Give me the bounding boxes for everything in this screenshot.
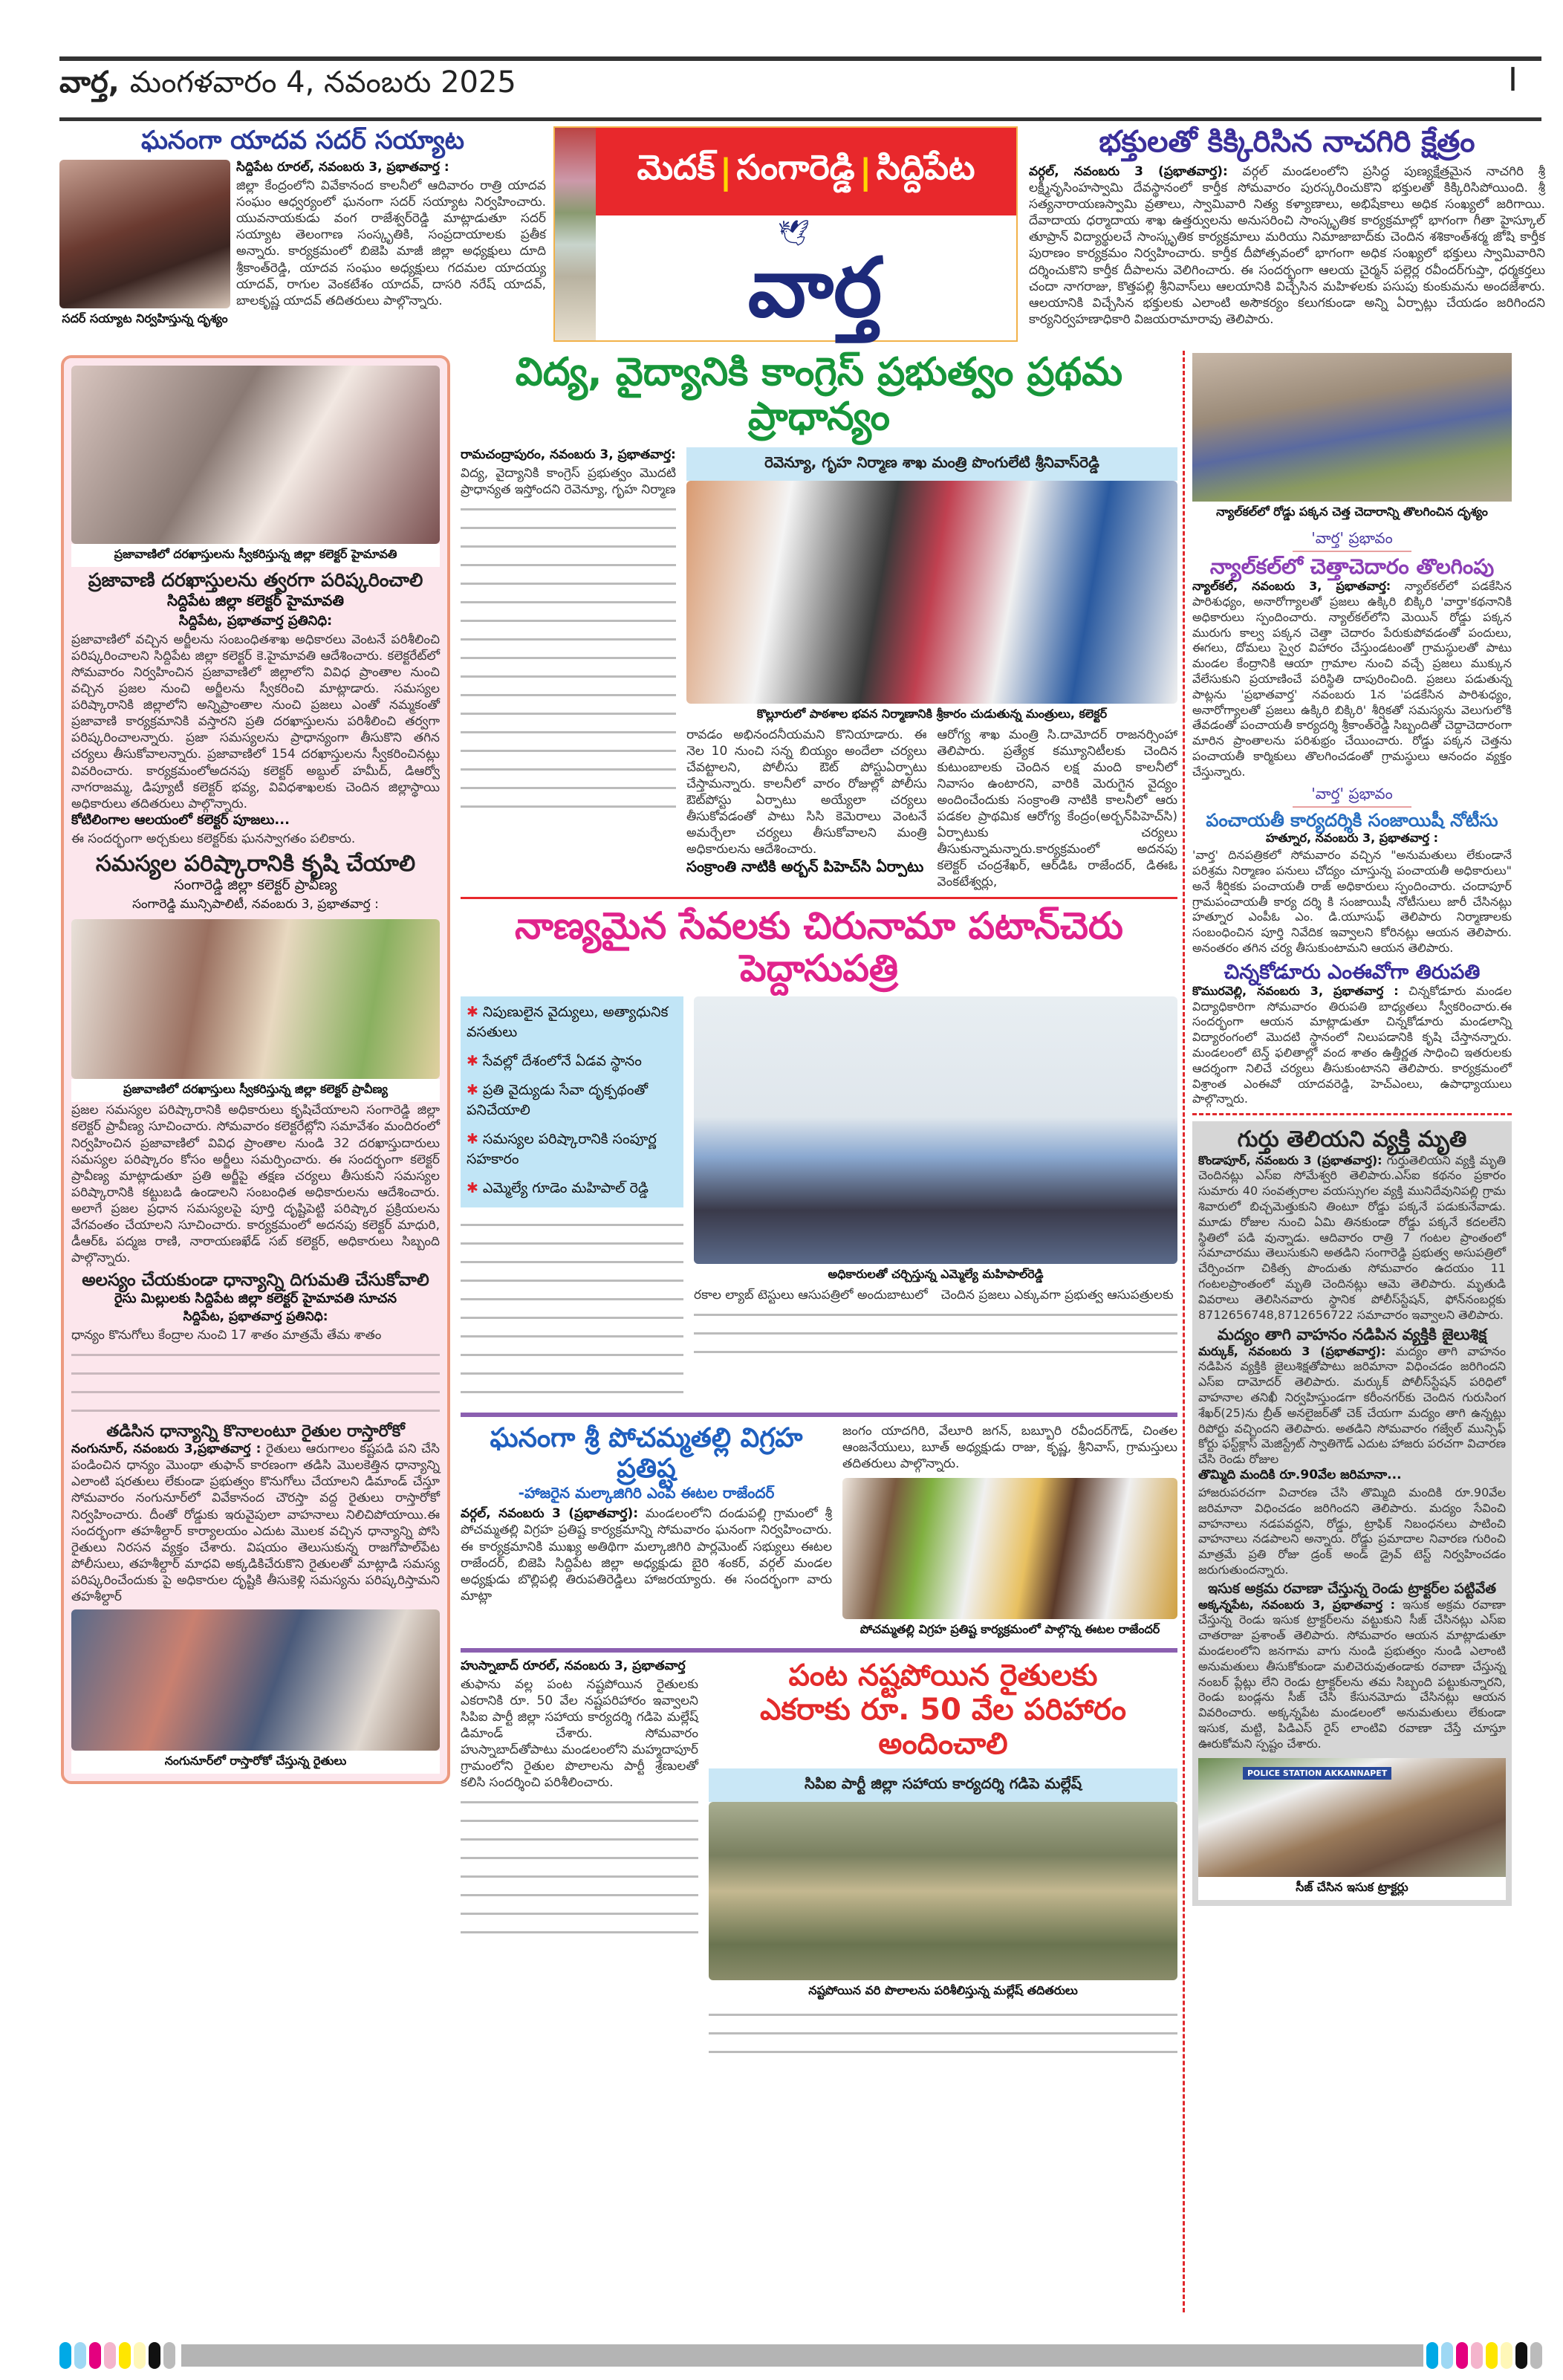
impact-tag: 'వార్త' ప్రభావం xyxy=(1293,529,1411,552)
section-divider xyxy=(461,1413,1177,1417)
headline: ఘనంగా యాదవ సదర్ సయ్యాట xyxy=(140,126,465,155)
headline: భక్తులతో కిక్కిరిసిన నాచగిరి క్షేత్రం xyxy=(1099,125,1475,159)
article-congress-priority xyxy=(461,351,1177,891)
photo-etela-rajender xyxy=(842,1478,1177,1619)
headline: ఇసుక అక్రమ రవాణా చేస్తున్న రెండు ట్రాక్టర్‌ల పట్టివేత xyxy=(1207,1580,1497,1597)
article-body-continued xyxy=(694,1303,1177,1359)
article-body: న్యాల్‌కల్‌లో పడకేసిన పారిశుధ్యం, అనారోగ్యాలతో ప్రజలు ఉక్కిరి బిక్కిరి 'వార్తా'కథనానికి అధికారులు స్పందించారు. న్యాల్‌కల్‌లోని మెయిన్ రోడ్డు పక్కన మురుగు కాల్వ పక్కన చెత్తా చెదారం పేరుకుపోవడంతో పందులు, ఈగలు, దోమలు స్వైర విహారం చేస్తుండటంతో గ్రామస్థులతో పాటు మండల కేంద్రానికి ఆయా గ్రామాల నుంచి వచ్చే ప్రజలు ముక్కున వేలేసుకుని ప్రయాణించే పరిస్థితి దాపురించింది. ప్రజలు పడుతున్న పాట్లను 'ప్రభాతవార్త' నవంబరు 1న 'పడకేసిన పారిశుధ్యం, అనారోగ్యాలతో ప్రజలు ఉక్కిరి బిక్కిరి' శీర్షికతో సమస్యను వెలుగులోకి తేవడంతో పంచాయతీ కార్యదర్శి శ్రీకాంత్‌రెడ్డి సిబ్బందితో చెద్దాచెదారంగా మారిన ప్రాంతాలను పరిశుభ్రం చేయించారు. రోడ్డు పక్కన చెత్తను పంచాయతీ కార్మికులు తొలగించడంతో గ్రామస్థులు ఆనందం వ్యక్తం చేస్తున్నారు. xyxy=(1192,579,1512,779)
subheadline: రైసు మిల్లులకు సిద్దిపేట జిల్లా కలెక్టర్ హైమావతి సూచన xyxy=(114,1290,397,1306)
masthead-regions: మెదక్ | సంగారెడ్డి | సిద్దిపేట xyxy=(596,128,1016,215)
headline: నాణ్యమైన సేవలకు చిరునామా పటాన్‌చెరు పెద్దాసుపత్రి xyxy=(515,904,1123,990)
photo-damaged-paddy xyxy=(709,1802,1177,1980)
photo-caption: నష్టపోయిన వరి పొలాలను పరిశీలిస్తున్న మల్లేష్ తదితరులు xyxy=(808,1982,1078,1997)
left-column-box xyxy=(61,355,450,1784)
dateline: కొమురవెల్లి, నవంబరు 3, ప్రభాతవార్త : xyxy=(1192,983,1399,998)
article-body: 'వార్త' దినపత్రికలో సోమవారం వచ్చిన "అనుమతులు లేకుండానే పరిశ్రమ నిర్మాణం పనులు చోద్యం చూస్తున్న పంచాయతీ అధికారులు" అనే శీర్షికకు పంచాయతీ రాజ్ అధికారులు స్పందించారు. చందాపూర్ గ్రామపంచాయతీ కార్య దర్శి కి సంజాయిషీ నోటీసులు జారీ చేసినట్లు హత్నూర ఎంపీఓ ఎం. డి.యూసుఫ్ తెలిపారు నిర్మాణాలకు సంబంధించిన పూర్తి నివేదిక ఇవ్వాలని కోరినట్లు ఆయన తెలిపారు. అనంతరం తగిన చర్య తీసుకుంటామని ఆయన తెలిపారు. xyxy=(1192,848,1512,955)
article-body: ఈ సందర్భంగా అర్చకులు కలెక్టర్‌కు ఘనస్వాగతం పలికారు. xyxy=(71,831,356,846)
photo-banner: రెవెన్యూ, గృహ నిర్మాణ శాఖ మంత్రి పొంగులేటి శ్రీనివాస్‌రెడ్డి xyxy=(686,447,1177,481)
article-body: ధాన్యం కొనుగోలు కేంద్రాల నుంచి 17 శాతం మాత్రమే తేమ శాతం xyxy=(71,1327,382,1343)
print-registration-bar xyxy=(59,2341,1545,2370)
article-body: రావడం అభినందనీయమని కొనియాడారు. ఈ నెల 10 నుంచి సన్న బియ్యం అందేలా చర్యలు చేవట్టాలని, పోలీసు ఔట్ పోస్టుఏర్పాటు చేస్తామన్నారు. కాలనీలో వారం రోజుల్లో పోలీసు ఔట్‌పోస్టు ఏర్పాటు అయ్యేలా చర్యలు తీసుకోవడంతో పాటు సిసి కెమెరాలు వెంటనే అమర్చేలా చర్యలు తీసుకోవాలని మంత్రి అధికారులను ఆదేశించారు. xyxy=(686,727,927,857)
headline: విద్య, వైద్యానికి కాంగ్రెస్ ప్రభుత్వం ప్రథమ ప్రాధాన్యం xyxy=(515,350,1123,439)
region-sangareddy: సంగారెడ్డి xyxy=(736,147,855,187)
article-crop-loss-body xyxy=(461,1658,698,2059)
divider xyxy=(1192,1113,1512,1115)
article-body-continued xyxy=(709,2003,1177,2059)
article-body: రైతులు ఆరుగాలం కష్టపడి పని చేసి పండించిన ధాన్యం మొంథా తుఫాన్ కారణంగా తడిసి మొలకెత్తిన ధాన్యాన్ని ఎలాంటి షరతులు లేకుండా ప్రభుత్వం కొనుగోలు చేయాలని డిమాండ్ చేస్తూ సోమవారం నంగునూర్‌లో వివేకానంద చౌరస్తా వద్ద రైతులు రాస్తారోకో నిర్వహించారు. దీంతో రోడ్డుకు ఇరువైపులా వాహనాలు నిలిచిపోయాయి.ఈ సందర్భంగా తహశీల్దార్ కార్యాలయం ఎదుట మొలక వచ్చిన ధాన్యాన్ని పోసి రైతులు నిరసన వ్యక్తం చేశారు. విషయం తెలుసుకున్న రాజగోపాల్‌పేట పోలీసులు, తహశీల్దార్ మాధవి అక్కడికిచేరుకొని రైతులతో మాట్లాడి సమస్య పరిష్కరించేందుకు పై అధికారుల దృష్టికి తీసుకెళ్లి సమస్యను పరిష్కరిస్తామని తహశీల్దార్ xyxy=(71,1442,440,1604)
headline: తడిసిన ధాన్యాన్ని కొనాలంటూ రైతుల రాస్తారోకో xyxy=(106,1421,405,1441)
headline: ప్రజావాణి దరఖాస్తులను త్వరగా పరిష్కరించాలి xyxy=(88,569,423,591)
photo-caption: సీజ్ చేసిన ఇసుక ట్రాక్టర్లు xyxy=(1198,1877,1506,1900)
article-body: చెందిన ప్రజలు ఎక్కువగా ప్రభుత్వ ఆసుపత్రులకు xyxy=(940,1287,1174,1303)
photo-nangunoor-rasta-roko xyxy=(71,1609,440,1751)
headline: సమస్యల పరిష్కారానికి కృషి చేయాలి xyxy=(95,850,416,877)
article-body: మద్యం తాగి వాహనం నడిపిన వ్యక్తికి జైలుశిక్షతోపాటు జరిమానా విధించడం జరిగిందని ఎస్‌ఐ దామోదర్ తెలిపారు. మర్కుక్ పోలీస్‌స్టేషన్ పరిధిలో వాహనాల తనిఖీ నిర్వహిస్తుండగా కరీంనగర్‌కు చెందిన గురుసింగ శేఖర్(25)ను బ్రీత్ అనలైజర్‌తో చెక్ చేయగా మద్యం తాగి ఉన్నట్లు రిపోర్టు వచ్చిందని తెలిపారు. అతడిని సోమవారం గజ్వేల్ మున్సిఫ్ కోర్టు ఫస్ట్‌క్లాస్ మెజిస్ట్రేట్ స్వాతిగౌడ్ ఎదుట హాజరు పరచగా విచారణ చేసి రెండు రోజుల xyxy=(1198,1343,1506,1467)
headline: గుర్తు తెలియని వ్యక్తి మృతి xyxy=(1237,1126,1467,1153)
dateline: వర్గల్, నవంబరు 3 (ప్రభాతవార్త): xyxy=(461,1506,639,1522)
article-body: గుర్తుతెలియని వ్యక్తి మృతి చెందినట్లు ఎస్‌ఐ సోమేశ్వరి తెలిపారు.ఎస్‌ఐ కథనం ప్రకారం సుమారు 40 సంవత్సరాల వయస్సుగల వ్యక్తి మునిదేవునిపల్లి గ్రామ శివారులో బిచ్చమెత్తుకుని తింటూ రోడ్డు పక్కనే పడుకునేవాడు. మూడు రోజుల నుంచి ఏమి తినకుండా రోడ్డు పక్కనే కదలలేని స్థితిలో పడి వున్నాడు. ఆదివారం రాత్రి 7 గంటల ప్రాంతంలో సమాచారము తెలుసుకుని అతడిని సంగారెడ్డి ప్రభుత్వ అసుపత్రిలో చేర్పించగా చికిత్స పొందుతు సోమవారం ఉదయం 11 గంటలప్రాంతంలో మృతి చెందినట్లు ఆమె తెలిపారు. మృతుడి వివరాలు తెలిసినవారు స్థానిక పోలీస్‌స్టేషన్, ఫోన్‌నంబర్లకు 8712656748,8712656722 సమాచారం ఇవ్వాలని తెలిపారు. xyxy=(1198,1152,1507,1322)
dateline: సంగారెడ్డి మున్సిపాలిటీ, నవంబరు 3, ప్రభాతవార్త : xyxy=(132,897,379,912)
article-body: వర్గల్ మండలంలోని ప్రసిద్ధ పుణ్యక్షేత్రమైన నాచగిరి శ్రీ లక్ష్మీనృసింహస్వామి దేవస్థానంలో కార్తీక సోమవారం పురస్కరించుకొని భక్తులతో కిక్కిరిసిపోయింది. శ్రీ సత్యనారాయణస్వామి వ్రతాలు, స్వామివారి నిత్య కళ్యాణాలు, అభిషేకాలు అధిక సంఖ్యలో జరిగాయి. దేవాదాయ ధర్మాదాయ శాఖ ఉత్తర్వులను అనుసరించి సాంస్కృతిక కార్యక్రమాల్లో భాగంగా గీతా హైస్కూల్ తూప్రాన్ విద్యార్థులచే సాంస్కృతిక కార్యక్రమాలు మరియు నిమాజాబాద్‌కు చెందిన శశికాంత్‌శర్మ జోషి కార్తీక పురాణం కార్యక్రమం నిర్వహించారు. కార్తీక దీపోత్సవంలో భాగంగా అధిక సంఖ్యలో భక్తులు స్వామివారిని దర్శించుకొని కార్తీక దీపాలను వెలిగించారు. ఈ సందర్భంగా ఆలయ చైర్మన్ పల్లెర్ల రవీందర్‌గుప్తా, ధర్మకర్తలు చందా నాగరాజు, కొత్తపల్లి శ్రీనివాస్‌లు ఆలయానికి విచ్చేసిన మహిళలకు పసుపు కుంకుమను అందజేశారు. ఆలయానికి విచ్చేసిన భక్తులకు ఎలాంటి అసౌకర్యం కలుగకుండా అన్ని ఏర్పాట్లు చేయడం జరిగిందని కార్యనిర్వహణాధికారి విజయరామారావు తెలిపారు. xyxy=(1029,164,1546,327)
headline: న్యాల్‌కల్‌లో చెత్తాచెదారం తొలగింపు xyxy=(1209,554,1495,579)
article-body: తుఫాను వల్ల పంట నష్టపోయిన రైతులకు ఎకరానికి రూ. 50 వేల నష్టపరిహారం ఇవ్వాలని సిపిఐ పార్టీ జిల్లా సహాయ కార్యదర్శి గడిపె మల్లేష్ డిమాండ్ చేశారు. సోమవారం హుస్నాబాద్‌తోపాటు మండలంలోని మహ్మదాపూర్ గ్రామంలోని రైతుల పొలాలను పార్టీ శ్రేణులతో కలిసి సందర్శించి పరిశీలించారు. xyxy=(461,1676,698,1791)
column-divider xyxy=(1183,351,1185,2312)
article-body-continued xyxy=(461,1791,698,1939)
highlight-item: ✱ నిపుణులైన వైద్యులు, అత్యాధునిక వసతులు xyxy=(467,1003,669,1040)
photo-caption: కొల్లూరులో పాఠశాల భవన నిర్మాణానికి శ్రీకారం చుడుతున్న మంత్రులు, కలెక్టర్ xyxy=(756,706,1108,721)
article-body: ప్రజల సమస్యల పరిష్కారానికి అధికారులు కృషిచేయాలని సంగారెడ్డి జిల్లా కలెక్టర్ ప్రావీణ్య సూచించారు. సోమవారం కలెక్టరేట్లోని సమావేశం మందిరంలో నిర్వహించిన ప్రజావాణిలో వివిధ ప్రాంతాల నుండి 32 దరఖాస్తుదారులు సమస్యల పరిష్కారం కోసం అర్జీలు సమర్పించారు. ఈ సందర్భంగా కలెక్టర్ ప్రావీణ్య మాట్లాడుతూ ప్రతి అర్జీపై తక్షణ చర్యలు తీసుకుని సమస్యల పరిష్కారానికి కట్టుబడి ఉండాలని సంబంధిత అధికారులను ఆదేశించారు. అలాగే ప్రజల ప్రధాన సమస్యలపై పూర్తి దృష్టిపెట్టి పరిష్కార ప్రక్రియలను వేగవంతం చేయాలని సూచించారు. కార్యక్రమంలో అదనపు కలెక్టర్ మాధురి, డీఆర్‌ఓ పద్మజ రాణి, నారాయణఖేడ్ సబ్ కలెక్టర్, అధికారులు సిబ్బంది పాల్గొన్నారు. xyxy=(71,1103,440,1266)
photo-caption: సదర్ సయ్యాట నిర్వహిస్తున్న దృశ్యం xyxy=(62,311,228,326)
photo-prajavani-sangareddy xyxy=(71,919,440,1079)
article-crop-loss xyxy=(461,1658,1177,2059)
article-body-continued xyxy=(461,498,676,810)
article-pochammatalli-continued xyxy=(842,1423,1177,1642)
section-divider xyxy=(461,1648,1177,1653)
grey-news-box xyxy=(1192,1121,1512,1905)
dateline: మర్కుక్, నవంబరు 3 (ప్రభాతవార్త): xyxy=(1198,1343,1386,1358)
police-station-sign: POLICE STATION AKKANNAPET xyxy=(1243,1767,1391,1780)
article-pochammatalli xyxy=(461,1423,1177,1642)
article-body: విద్య, వైద్యానికి కాంగ్రెస్ ప్రభుత్వం మొదటి ప్రాధాన్యత ఇస్తోందని రెవెన్యూ, గృహ నిర్మాణ xyxy=(461,465,676,497)
headline: ఘనంగా శ్రీ పోచమ్మతల్లి విగ్రహ ప్రతిష్ట xyxy=(490,1422,803,1484)
article-patancheru-hospital xyxy=(461,905,1177,1407)
page-number: I xyxy=(1508,61,1518,99)
dateline: సిద్దిపేట, ప్రభాతవార్త ప్రతినిధి: xyxy=(183,1309,328,1324)
photo-banner: సిపిఐ పార్టీ జిల్లా సహాయ కార్యదర్శి గడిపె మల్లేష్ xyxy=(709,1768,1177,1802)
header-top-rule xyxy=(59,56,1541,61)
highlight-item: ✱ సమస్యల పరిష్కారానికి సంపూర్ణ సహకారం xyxy=(467,1130,657,1167)
article-body: చిన్నకోడూరు మండల విద్యాధికారిగా సోమవారం తిరుపతి బాధ్యతలు స్వీకరించారు.ఈ సందర్భంగా ఆయన మాట్లాడుతూ చిన్నకోడూరు మండలాన్ని విద్యారంగంలో మొదటి స్థానంలో నిలుపడానికి కృషి చేస్తానన్నారు. మండలంలో టెన్త్ ఫలితాల్లో వంద శాతం ఉత్తీర్ణత సాధించి ఇతరులకు ఆదర్శంగా నిలిచే చర్యలు తీసుకుంటానని తెలిపారు. కార్యక్రమంలో విశ్రాంత ఎంఈవో యాదవరెడ్డి, హెచ్‌ఎంలు, ఉపాధ్యాయులు పాల్గొన్నారు. xyxy=(1192,983,1512,1106)
photo-caption: అధికారులతో చర్చిస్తున్న ఎమ్మెల్యే మహిపాల్‌రెడ్డి xyxy=(828,1266,1044,1281)
impact-tag: 'వార్త' ప్రభావం xyxy=(1293,785,1411,808)
masthead-banner xyxy=(553,126,1018,342)
photo-caption: ప్రజావాణిలో దరఖాస్తులు స్వీకరిస్తున్న జిల్లా కలెక్టర్ ప్రావీణ్య xyxy=(71,1079,440,1102)
article-nachagiri xyxy=(1029,125,1545,328)
region-siddipet: సిద్దిపేట xyxy=(876,147,975,187)
dateline: హుస్నాబాద్ రూరల్, నవంబరు 3, ప్రభాతవార్త xyxy=(461,1658,686,1673)
dateline: సిద్దిపేట, ప్రభాతవార్త ప్రతినిధి: xyxy=(178,612,333,629)
subheadline: -హాజరైన మల్కాజిగిరి ఎంపి ఈటల రాజేందర్ xyxy=(518,1484,775,1502)
photo-nyalkal-garbage xyxy=(1192,353,1512,502)
headline: చిన్నకోడూరు ఎంఈవోగా తిరుపతి xyxy=(1224,960,1481,984)
article-sadar-sayyata xyxy=(59,126,546,331)
photo-hospital-meeting xyxy=(694,996,1177,1264)
article-body: రకాల ల్యాబ్ టెస్టులు ఆసుపత్రిలో అందుబాటులో xyxy=(694,1287,928,1303)
photo-caption: పోచమ్మతల్లి విగ్రహ ప్రతిష్ట కార్యక్రమంలో పాల్గొన్న ఈటల రాజేందర్ xyxy=(860,1621,1160,1636)
subhead: కోటిలింగాల ఆలయంలో కలెక్టర్ పూజలు... xyxy=(71,811,290,828)
headline: అలస్యం చేయకుండా ధాన్యాన్ని దిగుమతి చేసుకోవాలి xyxy=(82,1271,429,1291)
subhead: తొమ్మిది మందికి రూ.90వేల జరిమానా... xyxy=(1198,1467,1402,1482)
article-body: ఆరోగ్య శాఖ మంత్రి సి.దామోదర్ రాజనర్సింహా తెలిపారు. ప్రత్యేక కమ్యూనిటీలకు చెందిన కుటుంబాలకు చెందిన లక్ష మంది కాలనీలో నివాసం ఉంటారని, వారికి మెరుగైన వైద్యం అందించేందుకు సంక్రాంతి నాటికి కాలనీలో ఆరు పడకల ప్రాథమిక ఆరోగ్య కేంద్రం(అర్బన్‌పిహెచ్‌సి) ఏర్పాటుకు చర్యలు తీసుకున్నామన్నారు.కార్యక్రమంలో అదనపు కలెక్టర్ చంద్రశేఖర్, ఆర్‌డిఓ రాజేందర్, డిఈఓ వెంకటేశ్వర్లు, xyxy=(937,727,1177,890)
masthead-logo: వార్త xyxy=(747,240,883,335)
highlight-item: ✱ ప్రతి వైద్యుడు సేవా దృక్పథంతో పనిచేయాలి xyxy=(467,1081,649,1118)
photo-prajavani-siddipet xyxy=(71,366,440,544)
highlights-box xyxy=(461,996,683,1207)
article-body: మండలంలోని దండుపల్లి గ్రామంలో శ్రీ పోచమ్మతల్లి విగ్రహ ప్రతిష్ట కార్యక్రమాన్ని సోమవారం ఘనంగా నిర్వహించారు. ఈ కార్యక్రమానికి ముఖ్య అతిథిగా మల్కాజిగిరి పార్లమెంట్ సభ్యులు ఈటల రాజేందర్, బిజెపి సిద్దిపేట జిల్లా అధ్యక్షుడు బైరి శంకర్, వర్గల్ మండల అధ్యక్షుడు బొల్లిపల్లి తిరుపతిరెడ్డిలు హాజరయ్యారు. ఈ సందర్భంగా వారు మాట్లా xyxy=(461,1506,833,1604)
issue-date: మంగళవారం 4, నవంబరు 2025 xyxy=(129,65,516,100)
article-body: జంగం యాదగిరి, వేలూరి జగన్, బబ్బూరి రవీందర్‌గౌడ్, చింతల ఆంజనేయులు, బూత్ అధ్యక్షుడు రాజు, కృష్ణ, శ్రీనివాస్, గ్రామస్తులు తదితరులు పాల్గొన్నారు. xyxy=(842,1423,1177,1471)
dateline: సిద్దిపేట రూరల్, నవంబరు 3, ప్రభాతవార్త : xyxy=(236,160,449,175)
dateline: రామచంద్రాపురం, నవంబరు 3, ప్రభాతవార్త: xyxy=(461,447,676,462)
photo-caption: న్యాల్‌కల్‌లో రోడ్డు పక్కన చెత్త చెదారాన్ని తొలగించిన దృశ్యం xyxy=(1216,505,1488,519)
photo-ponguleti-school xyxy=(686,481,1177,704)
paper-name: వార్త, xyxy=(59,65,120,100)
article-body: హాజరుపరచగా విచారణ చేసి తొమ్మిది మందికి రూ.90వేల జరిమానా విధించడం జరిగిందని తెలిపారు. మద్యం సేవించి వాహనాలు నడపవద్దని, రోడ్డు, ట్రాఫిక్ నిబంధనలు పాటించి వాహనాలు నడపాలని అన్నారు. రోడ్డు ప్రమాదాల నివారణ గురించి మాత్రమే ప్రతి రోజు డ్రంక్ అండ్ డ్రైవ్ టెస్ట్ నిర్వహించడం జరుగుతుందన్నారు. xyxy=(1198,1485,1506,1577)
photo-caption: నంగునూర్‌లో రాస్తారోకో చేస్తున్న రైతులు xyxy=(71,1751,440,1774)
headline: ఎకరాకు రూ. 50 వేల పరిహారం అందించాలి xyxy=(759,1692,1127,1761)
headline: పంట నష్టపోయిన రైతులకు xyxy=(788,1658,1098,1693)
headline: మద్యం తాగి వాహనం నడిపిన వ్యక్తికి జైలుశిక్ష xyxy=(1217,1326,1487,1344)
dateline: నంగునూర్, నవంబరు 3,ప్రభాతవార్త : xyxy=(71,1442,261,1457)
article-body: జిల్లా కేంద్రంలోని వివేకానంద కాలనీలో ఆదివారం రాత్రి యాదవ సంఘం ఆధ్వర్యంలో ఘనంగా సదర్ సయ్యాట నిర్వహించారు. యువనాయకుడు వంగ రాజేశ్వర్‌రెడ్డి మాట్లాడుతూ సదర్ సయ్యాట తెలంగాణ సంస్కృతికి, సంప్రదాయాలకు ప్రతీక అన్నారు. కార్యక్రమంలో బిజెపి మాజీ జిల్లా అధ్యక్షులు దూది శ్రీకాంత్‌రెడ్డి, యాదవ సంఘం అధ్యక్షులు గదమల యాదయ్య యాదవ్, రాగుల వెంకటేశం యాదవ్, దాసరి నరేష్ యాదవ్, బాలకృష్ణ యాదవ్ తదితరులు పాల్గొన్నారు. xyxy=(236,178,546,308)
region-medak: మెదక్ xyxy=(637,147,715,187)
article-body xyxy=(461,1213,683,1407)
dateline: న్యాల్‌కల్, నవంబరు 3, ప్రభాతవార్త: xyxy=(1192,579,1391,594)
highlight-item: ✱ సేవల్లో దేశంలోనే ఏడవ స్థానం xyxy=(467,1052,642,1069)
subheadline: సంగారెడ్డి జిల్లా కలెక్టర్ ప్రావీణ్య xyxy=(174,877,337,894)
section-divider xyxy=(461,897,1177,899)
dove-icon: 🕊 xyxy=(778,218,810,248)
subheadline: సిద్దిపేట జిల్లా కలెక్టర్ హైమావతి xyxy=(166,591,345,609)
highlight-item: ✱ ఎమ్మెల్యే గూడెం మహిపాల్ రెడ్డి xyxy=(467,1179,649,1196)
dateline: అక్కన్నపేట, నవంబరు 3, ప్రభాతవార్త : xyxy=(1198,1597,1396,1612)
subhead: సంక్రాంతి నాటికి అర్బన్ పిహెచ్‌సి ఏర్పాటు xyxy=(686,857,924,876)
photo-sadar-sayyata xyxy=(59,160,230,308)
headline: పంచాయతీ కార్యదర్శికి సంజాయిషీ నోటీసు xyxy=(1206,809,1498,831)
masthead-photo-strip xyxy=(555,128,596,340)
article-body: ఇసుక అక్రమ రవాణా చేస్తున్న రెండు ఇసుక ట్రాక్టర్‌లను వట్టుకుని సీజ్ చేసినట్లు ఎస్‌ఐ చాతరాజు ప్రశాంత్ తెలిపారు. సోమవారం ఆయన మాట్లాడుతూ మండలంలోని జనగామ వాగు నుండి ప్రభుత్వం నుండి ఎలాంటి అనుమతులు తీసుకోకుండా మలిచెరువుతండాకు రవాణా చేస్తున్న నంబర్ ప్లేట్లు లేని రెండు ట్రాక్టర్‌లను తమ సిబ్బంది పట్టుకున్నారని, రెండు బండ్లను సీజ్ చేసి కేసునమోదు చేసినట్లు ఆయన వివరించారు. అక్కన్నపేట మండలంలో అనుమతులు లేకుండా ఇసుక, మట్టి, పిడిఎస్ రైస్ లాంటివి రవాణా చేస్తే చూస్తూ ఊరుకోమని స్పష్టం చేశారు. xyxy=(1198,1597,1506,1751)
photo-seized-tractors xyxy=(1198,1758,1506,1877)
center-column xyxy=(461,351,1177,2059)
article-body-continued xyxy=(71,1343,440,1418)
dateline: వర్గల్, నవంబరు 3 (ప్రభాతవార్త): xyxy=(1029,164,1228,179)
right-column xyxy=(1192,353,1512,1906)
photo-caption: ప్రజావాణిలో దరఖాస్తులను స్వీకరిస్తున్న జిల్లా కలెక్టర్ హైమావతి xyxy=(71,544,440,567)
dateline: హత్నూర, నవంబరు 3, ప్రభాతవార్త : xyxy=(1266,831,1438,846)
article-body: ప్రజావాణిలో వచ్చిన అర్జీలను సంబంధితశాఖ అధికారలు వెంటనే పరిశీలించి పరిష్కరించాలని సిద్దిపేట జిల్లా కలెక్టర్ కె.హైమావతి ఆదేశించారు. కలెక్టరేట్‌లో సోమవారం నిర్వహించిన ప్రజావాణిలో జిల్లాలోని వివిధ ప్రాంతాల నుంచి వచ్చిన ప్రజల నుంచి అర్జీలను స్వీకరించి మాట్లాడారు. సమస్యల పరిష్కారానికి జిల్లాలోని అన్నిప్రాంతాల నుంచి ప్రజలు ఎంతో నమ్మకంతో ప్రజావాణి కార్యక్రమానికి వస్తారని ప్రతి దరఖాస్తులను పరిశీలించి తర్వగా పరిష్కరించాలన్నారు. ప్రజా సమస్యలను ప్రాధాన్యంగా తీసుకొని తగిన చర్యలు తీసుకోవాలన్నారు. ప్రజావాణిలో 154 దరఖాస్తులను స్వీకరించినట్లు వివరించారు. కార్యక్రమంలోఅదనపు కలెక్టర్ అబ్దుల్ హమీద్, డిఆర్వో నాగరాజమ్మ, డిప్యూటీ కలెక్టర్ భవ్య, వివిధశాఖలకు చెందిన జిల్లాస్థాయి అధికారులు తదితరులు పాల్గొన్నారు. xyxy=(71,632,440,811)
header-bottom-rule xyxy=(59,117,1541,121)
page-header xyxy=(59,65,516,107)
dateline: కొండాపూర్, నవంబరు 3 (ప్రభాతవార్త): xyxy=(1198,1152,1382,1167)
